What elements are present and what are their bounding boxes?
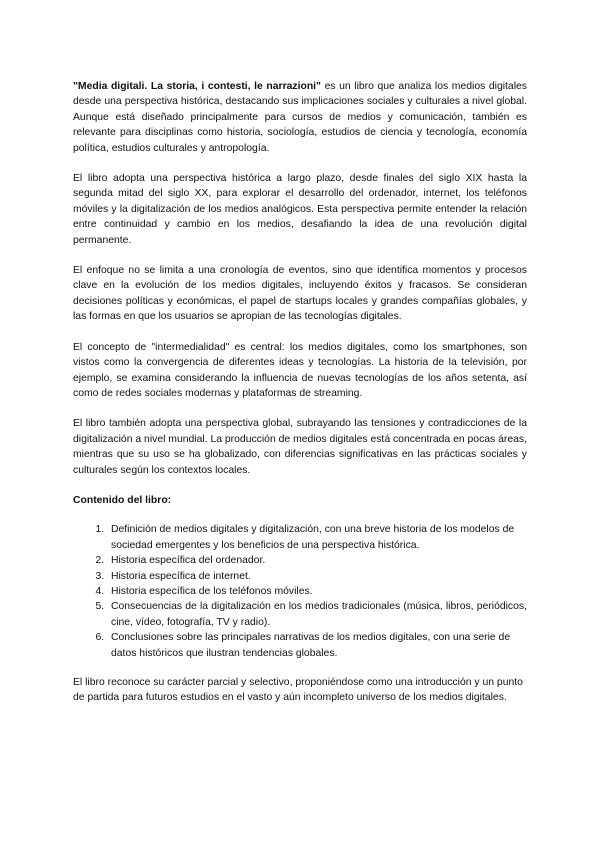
closing-paragraph: El libro reconoce su carácter parcial y selectivo, proponiéndose como una introducción y un punto de partida para futuros estudios en el vasto y aún incompleto universo de los medios digitales.	[73, 677, 523, 704]
contents-list	[73, 522, 527, 661]
book-title: "Media digitali. La storia, i contesti, le narrazioni"	[73, 81, 321, 92]
paragraph-global-perspective: El libro también adopta una perspectiva global, subrayando las tensiones y contradicciones de la digitalización a nivel mundial. La producción de medios digitales está concentrada en pocas áreas, mientras que su uso se ha globalizado, con diferencias significativas en las prácticas sociales y culturales según los contextos locales.	[73, 418, 528, 476]
paragraph-intermediality: El concepto de "intermedialidad" es central: los medios digitales, como los smartphones, son vistos como la convergencia de diferentes ideas y tecnologías. La historia de la televisión, por ejemplo, se examina considerando la influencia de nuevas tecnologías de los años setenta, así como de redes sociales modernas y plataformas de streaming.	[73, 341, 527, 399]
paragraph-approach: El enfoque no se limita a una cronología de eventos, sino que identifica momentos y procesos clave en la evolución de los medios digitales, incluyendo éxitos y fracasos. Se consideran decisiones políticas y económicas, el papel de startups locales y grandes compañías globales, y las formas en que los usuarios se apropian de las tecnologías digitales.	[73, 265, 527, 323]
list-item: 4. Historia específica de los teléfonos móviles.	[107, 584, 527, 599]
document-page	[73, 79, 527, 721]
list-item: 5. Consecuencias de la digitalización en los medios tradicionales (música, libros, periódicos, cine, vídeo, fotografía, TV y radio).	[107, 599, 527, 630]
intro-text: es un libro que analiza los medios digitales desde una perspectiva histórica, destacando sus implicaciones sociales y culturales a nivel global. Aunque está diseñado principalmente para cursos de medios y comunicación, también es relevante para disciplinas como historia, sociología, estudios de ciencia y tecnología, economía política, estudios culturales y antropología.	[73, 81, 527, 154]
intro-paragraph	[73, 79, 527, 156]
list-item: 6. Conclusiones sobre las principales narrativas de los medios digitales, con una serie de datos históricos que ilustran tendencias globales.	[107, 630, 527, 661]
list-item: 1. Definición de medios digitales y digitalización, con una breve historia de los modelos de sociedad emergentes y los beneficios de una perspectiva histórica.	[107, 522, 527, 553]
paragraph-historical-perspective: El libro adopta una perspectiva histórica a largo plazo, desde finales del siglo XIX hasta la segunda mitad del siglo XX, para explorar el desarrollo del ordenador, internet, los teléfonos móviles y la digitalización de los medios analógicos. Esta perspectiva permite entender la relación entre continuidad y cambio en los medios, desafiando la idea de una revolución digital permanente.	[73, 173, 527, 246]
list-item: 3. Historia específica de internet.	[107, 569, 527, 584]
list-item: 2. Historia específica del ordenador.	[107, 553, 527, 568]
contents-heading: Contenido del libro:	[73, 494, 172, 506]
